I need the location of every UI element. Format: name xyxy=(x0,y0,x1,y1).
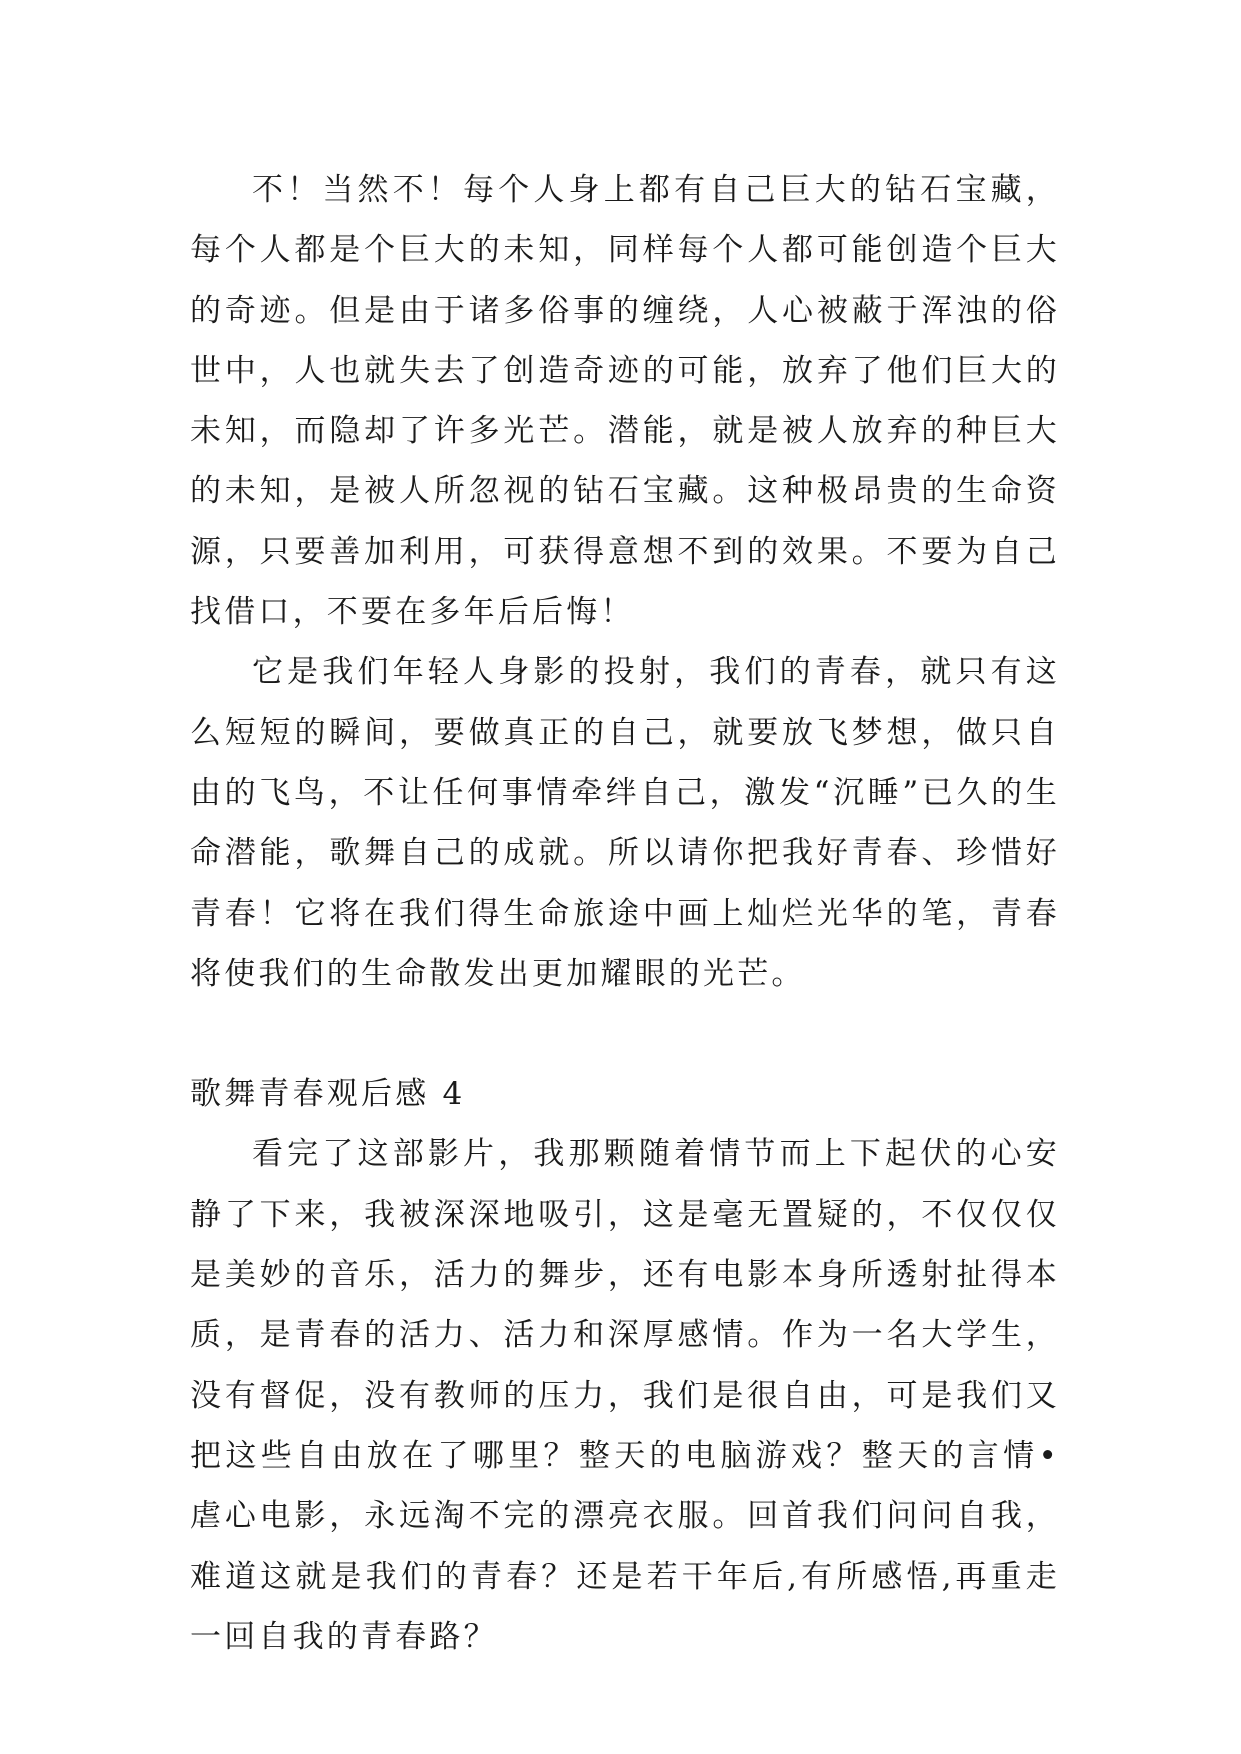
section-title: 歌舞青春观后感 4 xyxy=(190,1076,466,1113)
paragraph: 它是我们年轻人身影的投射，我们的青春，就只有这么短短的瞬间，要做真正的自己，就要放飞梦想，做只自由的飞鸟，不让任何事情牵绊自己，激发“沉睡”已久的生命潜能，歌舞自己的成就。所以请你把我好青春、珍惜好青春！它将在我们得生命旅途中画上灿烂光华的笔，青春将使我们的生命散发出更加耀眼的光芒。 xyxy=(190,654,1060,992)
paragraph: 看完了这部影片，我那颗随着情节而上下起伏的心安静了下来，我被深深地吸引，这是毫无置疑的，不仅仅仅是美妙的音乐，活力的舞步，还有电影本身所透射扯得本质，是青春的活力、活力和深厚感情。作为一名大学生，没有督促，没有教师的压力，我们是很自由，可是我们又把这些自由放在了哪里？整天的电脑游戏？整天的言情•虐心电影，永远淘不完的漂亮衣服。回首我们问问自我，难道这就是我们的青春？还是若干年后,有所感悟,再重走一回自我的青春路？ xyxy=(190,1136,1060,1655)
document-body xyxy=(190,160,1060,1667)
paragraph: 不！当然不！每个人身上都有自己巨大的钻石宝藏，每个人都是个巨大的未知，同样每个人都可能创造个巨大的奇迹。但是由于诸多俗事的缠绕，人心被蔽于浑浊的俗世中，人也就失去了创造奇迹的可能，放弃了他们巨大的未知，而隐却了许多光芒。潜能，就是被人放弃的种巨大的未知，是被人所忽视的钻石宝藏。这种极昂贵的生命资源，只要善加利用，可获得意想不到的效果。不要为自己找借口，不要在多年后后悔！ xyxy=(190,172,1060,631)
